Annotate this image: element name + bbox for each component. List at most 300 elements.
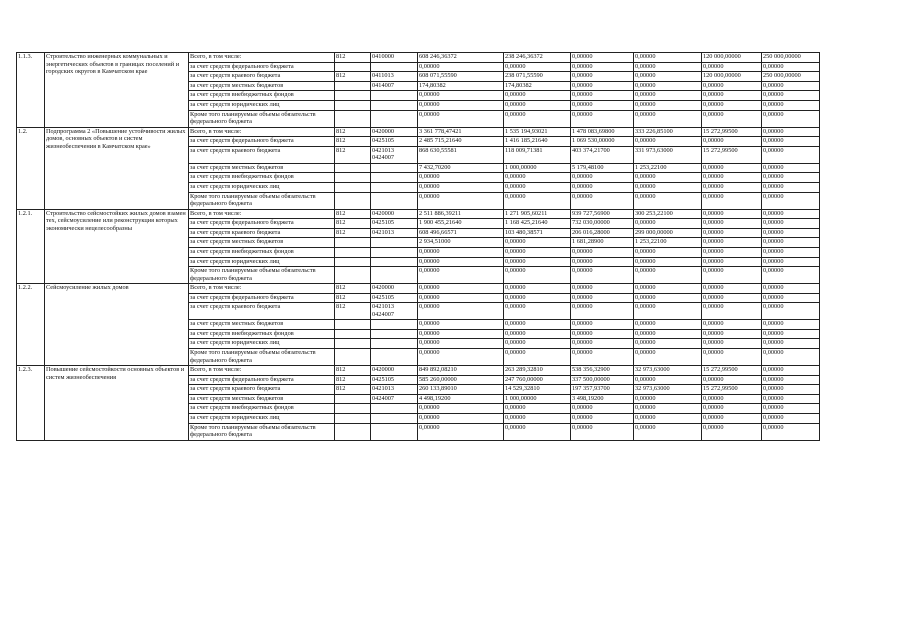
amount-cell: 0,00000	[702, 404, 762, 414]
amount-cell: 939 727,56900	[571, 209, 634, 219]
amount-cell: 0,00000	[634, 100, 702, 110]
amount-cell: 0,00000	[504, 62, 571, 72]
funding-source-label: за счет средств местных бюджетов	[189, 320, 335, 330]
ministry-code	[335, 349, 371, 366]
amount-cell: 0,00000	[571, 320, 634, 330]
amount-cell: 0,00000	[702, 110, 762, 127]
amount-cell: 32 973,63000	[634, 366, 702, 376]
amount-cell: 0,00000	[762, 366, 820, 376]
amount-cell: 0,00000	[504, 284, 571, 294]
table-row	[17, 127, 820, 137]
amount-cell: 0,00000	[702, 62, 762, 72]
amount-cell: 0,00000	[504, 303, 571, 320]
amount-cell: 250 000,00000	[762, 72, 820, 82]
amount-cell: 0,00000	[702, 163, 762, 173]
amount-cell: 0,00000	[571, 91, 634, 101]
amount-cell: 0,00000	[634, 247, 702, 257]
funding-source-label: за счет средств юридических лиц	[189, 100, 335, 110]
amount-cell: 608 071,55590	[418, 72, 504, 82]
amount-cell: 0,00000	[571, 339, 634, 349]
amount-cell: 0,00000	[634, 192, 702, 209]
amount-cell: 120 000,00000	[702, 53, 762, 63]
amount-cell: 238 246,36372	[504, 53, 571, 63]
ministry-code	[335, 91, 371, 101]
funding-source-label: за счет средств внебюджетных фондов	[189, 247, 335, 257]
amount-cell: 5 179,48100	[571, 163, 634, 173]
ministry-code: 812	[335, 366, 371, 376]
amount-cell: 0,00000	[634, 320, 702, 330]
amount-cell: 0,00000	[702, 247, 762, 257]
amount-cell: 0,00000	[762, 146, 820, 163]
amount-cell: 0,00000	[702, 81, 762, 91]
funding-source-label: Всего, в том числе:	[189, 53, 335, 63]
amount-cell: 0,00000	[634, 257, 702, 267]
funding-source-label: Всего, в том числе:	[189, 127, 335, 137]
amount-cell: 0,00000	[762, 303, 820, 320]
amount-cell: 2 511 886,39211	[418, 209, 504, 219]
funding-source-label: за счет средств федерального бюджета	[189, 375, 335, 385]
amount-cell: 0,00000	[504, 267, 571, 284]
amount-cell: 0,00000	[762, 404, 820, 414]
budget-code: 0421013	[371, 385, 418, 395]
amount-cell: 0,00000	[504, 320, 571, 330]
budget-code: 0424007	[371, 394, 418, 404]
ministry-code	[335, 339, 371, 349]
amount-cell: 1 478 083,69800	[571, 127, 634, 137]
amount-cell: 15 272,99500	[702, 366, 762, 376]
amount-cell: 0,00000	[504, 257, 571, 267]
amount-cell: 0,00000	[634, 414, 702, 424]
budget-code: 0421013	[371, 228, 418, 238]
funding-source-label: Всего, в том числе:	[189, 209, 335, 219]
amount-cell: 0,00000	[702, 303, 762, 320]
amount-cell: 0,00000	[702, 293, 762, 303]
ministry-code	[335, 182, 371, 192]
table-row	[17, 53, 820, 63]
funding-source-label: Кроме того планируемые объемы обязательств федерального бюджета	[189, 110, 335, 127]
amount-cell: 0,00000	[504, 414, 571, 424]
budget-code: 0421013 0424007	[371, 303, 418, 320]
budget-code: 0425105	[371, 293, 418, 303]
budget-code: 0420000	[371, 284, 418, 294]
amount-cell: 0,00000	[762, 247, 820, 257]
funding-source-label: за счет средств юридических лиц	[189, 414, 335, 424]
amount-cell: 0,00000	[762, 163, 820, 173]
budget-code	[371, 91, 418, 101]
funding-source-label: Всего, в том числе:	[189, 366, 335, 376]
ministry-code: 812	[335, 219, 371, 229]
funding-source-label: за счет средств местных бюджетов	[189, 81, 335, 91]
amount-cell: 0,00000	[762, 173, 820, 183]
funding-source-label: за счет средств юридических лиц	[189, 257, 335, 267]
funding-source-label: Всего, в том числе:	[189, 284, 335, 294]
amount-cell: 0,00000	[504, 192, 571, 209]
funding-source-label: за счет средств местных бюджетов	[189, 163, 335, 173]
amount-cell: 0,00000	[702, 414, 762, 424]
budget-code	[371, 173, 418, 183]
amount-cell: 0,00000	[702, 182, 762, 192]
budget-code	[371, 404, 418, 414]
amount-cell: 197 357,93700	[571, 385, 634, 395]
amount-cell: 0,00000	[762, 257, 820, 267]
budget-code: 0425105	[371, 219, 418, 229]
amount-cell: 0,00000	[702, 173, 762, 183]
amount-cell: 238 071,55590	[504, 72, 571, 82]
amount-cell: 538 356,32900	[571, 366, 634, 376]
amount-cell: 0,00000	[702, 209, 762, 219]
amount-cell: 0,00000	[634, 339, 702, 349]
amount-cell: 0,00000	[418, 100, 504, 110]
funding-source-label: за счет средств юридических лиц	[189, 182, 335, 192]
amount-cell: 32 973,63000	[634, 385, 702, 395]
funding-source-label: Кроме того планируемые объемы обязательств федерального бюджета	[189, 423, 335, 440]
amount-cell: 1 416 185,21640	[504, 137, 571, 147]
amount-cell: 0,00000	[571, 81, 634, 91]
amount-cell: 608 496,66571	[418, 228, 504, 238]
ministry-code: 812	[335, 303, 371, 320]
ministry-code	[335, 110, 371, 127]
funding-source-label: Кроме того планируемые объемы обязательств федерального бюджета	[189, 267, 335, 284]
budget-code	[371, 414, 418, 424]
amount-cell: 0,00000	[571, 414, 634, 424]
amount-cell: 0,00000	[504, 423, 571, 440]
amount-cell: 868 630,55581	[418, 146, 504, 163]
amount-cell: 0,00000	[634, 219, 702, 229]
budget-code	[371, 163, 418, 173]
ministry-code: 812	[335, 72, 371, 82]
ministry-code	[335, 163, 371, 173]
amount-cell: 263 289,32810	[504, 366, 571, 376]
amount-cell: 1 000,00000	[504, 163, 571, 173]
amount-cell: 0,00000	[762, 182, 820, 192]
amount-cell: 0,00000	[418, 329, 504, 339]
budget-code	[371, 238, 418, 248]
section-number: 1.2.3.	[17, 366, 45, 441]
funding-source-label: за счет средств внебюджетных фондов	[189, 173, 335, 183]
ministry-code	[335, 257, 371, 267]
budget-code: 0420000	[371, 127, 418, 137]
amount-cell: 0,00000	[418, 173, 504, 183]
section-number: 1.2.2.	[17, 284, 45, 366]
amount-cell: 0,00000	[418, 339, 504, 349]
amount-cell: 0,00000	[418, 303, 504, 320]
amount-cell: 0,00000	[702, 192, 762, 209]
amount-cell: 0,00000	[634, 110, 702, 127]
amount-cell: 732 030,00000	[571, 219, 634, 229]
budget-code	[371, 62, 418, 72]
amount-cell: 0,00000	[634, 267, 702, 284]
funding-source-label: за счет средств внебюджетных фондов	[189, 404, 335, 414]
amount-cell: 0,00000	[571, 284, 634, 294]
amount-cell: 0,00000	[762, 100, 820, 110]
amount-cell: 0,00000	[702, 423, 762, 440]
amount-cell: 0,00000	[504, 100, 571, 110]
amount-cell: 0,00000	[762, 423, 820, 440]
funding-source-label: за счет средств федерального бюджета	[189, 137, 335, 147]
amount-cell: 0,00000	[762, 209, 820, 219]
amount-cell: 0,00000	[571, 247, 634, 257]
amount-cell: 337 500,00000	[571, 375, 634, 385]
ministry-code	[335, 238, 371, 248]
amount-cell: 0,00000	[504, 173, 571, 183]
amount-cell: 0,00000	[702, 320, 762, 330]
budget-code: 0420000	[371, 366, 418, 376]
budget-code: 0420000	[371, 209, 418, 219]
amount-cell: 0,00000	[762, 284, 820, 294]
amount-cell: 3 361 778,47421	[418, 127, 504, 137]
amount-cell: 0,00000	[634, 329, 702, 339]
amount-cell: 0,00000	[762, 320, 820, 330]
amount-cell: 0,00000	[762, 192, 820, 209]
amount-cell: 2 485 715,21640	[418, 137, 504, 147]
ministry-code	[335, 100, 371, 110]
section-title: Сейсмоусиление жилых домов	[45, 284, 189, 366]
ministry-code: 812	[335, 53, 371, 63]
amount-cell: 0,00000	[634, 293, 702, 303]
amount-cell: 0,00000	[762, 137, 820, 147]
amount-cell: 0,00000	[762, 375, 820, 385]
amount-cell: 103 480,38571	[504, 228, 571, 238]
amount-cell: 0,00000	[762, 91, 820, 101]
amount-cell: 0,00000	[571, 72, 634, 82]
amount-cell: 2 934,51000	[418, 238, 504, 248]
amount-cell: 0,00000	[634, 91, 702, 101]
amount-cell: 0,00000	[634, 182, 702, 192]
amount-cell: 0,00000	[418, 293, 504, 303]
amount-cell: 0,00000	[634, 375, 702, 385]
amount-cell: 0,00000	[418, 414, 504, 424]
amount-cell: 0,00000	[571, 423, 634, 440]
amount-cell: 299 000,00000	[634, 228, 702, 238]
amount-cell: 14 529,32810	[504, 385, 571, 395]
ministry-code: 812	[335, 146, 371, 163]
amount-cell: 1 253,22100	[634, 163, 702, 173]
amount-cell: 0,00000	[418, 247, 504, 257]
amount-cell: 0,00000	[702, 284, 762, 294]
amount-cell: 0,00000	[571, 182, 634, 192]
budget-code	[371, 100, 418, 110]
funding-source-label: за счет средств краевого бюджета	[189, 146, 335, 163]
funding-source-label: за счет средств юридических лиц	[189, 339, 335, 349]
amount-cell: 1 253,22100	[634, 238, 702, 248]
funding-source-label: за счет средств федерального бюджета	[189, 62, 335, 72]
amount-cell: 0,00000	[702, 228, 762, 238]
ministry-code: 812	[335, 293, 371, 303]
table-row	[17, 209, 820, 219]
amount-cell: 0,00000	[418, 62, 504, 72]
ministry-code: 812	[335, 385, 371, 395]
amount-cell: 174,80382	[504, 81, 571, 91]
amount-cell: 0,00000	[762, 385, 820, 395]
amount-cell: 0,00000	[762, 414, 820, 424]
amount-cell: 300 253,22100	[634, 209, 702, 219]
amount-cell: 0,00000	[504, 329, 571, 339]
ministry-code	[335, 81, 371, 91]
amount-cell: 0,00000	[762, 127, 820, 137]
amount-cell: 0,00000	[418, 182, 504, 192]
amount-cell: 118 009,71381	[504, 146, 571, 163]
funding-source-label: за счет средств федерального бюджета	[189, 293, 335, 303]
amount-cell: 0,00000	[571, 110, 634, 127]
amount-cell: 1 271 905,60211	[504, 209, 571, 219]
amount-cell: 331 973,63000	[634, 146, 702, 163]
amount-cell: 0,00000	[634, 72, 702, 82]
amount-cell: 0,00000	[504, 339, 571, 349]
amount-cell: 0,00000	[702, 91, 762, 101]
amount-cell: 7 432,70200	[418, 163, 504, 173]
ministry-code	[335, 423, 371, 440]
amount-cell: 1 168 425,21640	[504, 219, 571, 229]
amount-cell: 3 498,19200	[571, 394, 634, 404]
amount-cell: 0,00000	[762, 62, 820, 72]
budget-code: 0411013	[371, 72, 418, 82]
amount-cell: 0,00000	[634, 303, 702, 320]
amount-cell: 174,80382	[418, 81, 504, 91]
amount-cell: 0,00000	[571, 53, 634, 63]
amount-cell: 0,00000	[634, 62, 702, 72]
amount-cell: 0,00000	[702, 375, 762, 385]
budget-code	[371, 257, 418, 267]
funding-source-label: за счет средств федерального бюджета	[189, 219, 335, 229]
ministry-code: 812	[335, 284, 371, 294]
amount-cell: 585 260,00000	[418, 375, 504, 385]
amount-cell: 0,00000	[762, 349, 820, 366]
ministry-code: 812	[335, 209, 371, 219]
budget-code	[371, 329, 418, 339]
section-number: 1.2.1.	[17, 209, 45, 284]
amount-cell: 0,00000	[504, 293, 571, 303]
amount-cell: 0,00000	[571, 257, 634, 267]
funding-source-label: Кроме того планируемые объемы обязательств федерального бюджета	[189, 192, 335, 209]
amount-cell: 0,00000	[762, 238, 820, 248]
ministry-code	[335, 247, 371, 257]
section-title: Строительство инженерных коммунальных и энергетических объектов в границах поселений и городских округов в Камчатском крае	[45, 53, 189, 128]
amount-cell: 0,00000	[702, 349, 762, 366]
amount-cell: 0,00000	[702, 394, 762, 404]
amount-cell: 0,00000	[702, 100, 762, 110]
funding-source-label: за счет средств внебюджетных фондов	[189, 91, 335, 101]
amount-cell: 0,00000	[571, 173, 634, 183]
amount-cell: 0,00000	[571, 267, 634, 284]
amount-cell: 0,00000	[762, 110, 820, 127]
amount-cell: 0,00000	[702, 238, 762, 248]
amount-cell: 0,00000	[702, 267, 762, 284]
budget-code	[371, 423, 418, 440]
amount-cell: 0,00000	[762, 219, 820, 229]
table-row	[17, 366, 820, 376]
amount-cell: 1 535 194,93021	[504, 127, 571, 137]
funding-source-label: за счет средств краевого бюджета	[189, 303, 335, 320]
amount-cell: 0,00000	[702, 339, 762, 349]
funding-source-label: за счет средств местных бюджетов	[189, 238, 335, 248]
amount-cell: 1 681,28900	[571, 238, 634, 248]
amount-cell: 0,00000	[571, 192, 634, 209]
table-row	[17, 284, 820, 294]
budget-code: 0425105	[371, 375, 418, 385]
amount-cell: 849 892,08210	[418, 366, 504, 376]
amount-cell: 250 000,00000	[762, 53, 820, 63]
amount-cell: 260 133,89010	[418, 385, 504, 395]
budget-sheet	[16, 52, 820, 441]
ministry-code: 812	[335, 228, 371, 238]
amount-cell: 0,00000	[634, 423, 702, 440]
amount-cell: 0,00000	[634, 349, 702, 366]
amount-cell: 403 374,21700	[571, 146, 634, 163]
ministry-code	[335, 173, 371, 183]
budget-code	[371, 182, 418, 192]
ministry-code: 812	[335, 375, 371, 385]
funding-source-label: за счет средств краевого бюджета	[189, 228, 335, 238]
amount-cell: 0,00000	[634, 394, 702, 404]
amount-cell: 15 272,99500	[702, 146, 762, 163]
section-title: Повышение сейсмостойкости основных объектов и систем жизнеобеспечения	[45, 366, 189, 441]
budget-code	[371, 349, 418, 366]
amount-cell: 0,00000	[762, 81, 820, 91]
amount-cell: 15 272,99500	[702, 385, 762, 395]
ministry-code: 812	[335, 137, 371, 147]
budget-code	[371, 192, 418, 209]
amount-cell: 0,00000	[634, 137, 702, 147]
amount-cell: 0,00000	[762, 329, 820, 339]
amount-cell: 0,00000	[504, 238, 571, 248]
funding-source-label: за счет средств краевого бюджета	[189, 385, 335, 395]
amount-cell: 0,00000	[702, 257, 762, 267]
amount-cell: 0,00000	[634, 173, 702, 183]
amount-cell: 0,00000	[418, 349, 504, 366]
ministry-code	[335, 62, 371, 72]
amount-cell: 0,00000	[571, 404, 634, 414]
amount-cell: 0,00000	[418, 284, 504, 294]
section-title: Подпрограмма 2 «Повышение устойчивости жилых домов, основных объектов и систем жизнеобеспечения в Камчатском крае»	[45, 127, 189, 209]
amount-cell: 247 760,00000	[504, 375, 571, 385]
amount-cell: 0,00000	[634, 284, 702, 294]
amount-cell: 0,00000	[418, 267, 504, 284]
funding-source-label: Кроме того планируемые объемы обязательств федерального бюджета	[189, 349, 335, 366]
budget-code: 0421013 0424007	[371, 146, 418, 163]
budget-code	[371, 110, 418, 127]
amount-cell: 1 900 455,21640	[418, 219, 504, 229]
amount-cell: 0,00000	[418, 404, 504, 414]
amount-cell: 0,00000	[762, 339, 820, 349]
amount-cell: 0,00000	[504, 247, 571, 257]
budget-code: 0410000	[371, 53, 418, 63]
amount-cell: 0,00000	[762, 293, 820, 303]
amount-cell: 0,00000	[702, 329, 762, 339]
amount-cell: 0,00000	[634, 53, 702, 63]
amount-cell: 0,00000	[571, 62, 634, 72]
amount-cell: 0,00000	[418, 91, 504, 101]
amount-cell: 0,00000	[702, 219, 762, 229]
budget-code	[371, 320, 418, 330]
amount-cell: 0,00000	[504, 404, 571, 414]
ministry-code: 812	[335, 127, 371, 137]
funding-source-label: за счет средств внебюджетных фондов	[189, 329, 335, 339]
budget-code: 0425105	[371, 137, 418, 147]
section-number: 1.1.3.	[17, 53, 45, 128]
ministry-code	[335, 320, 371, 330]
amount-cell: 0,00000	[762, 267, 820, 284]
ministry-code	[335, 414, 371, 424]
amount-cell: 0,00000	[571, 293, 634, 303]
amount-cell: 0,00000	[504, 110, 571, 127]
amount-cell: 120 000,00000	[702, 72, 762, 82]
amount-cell: 0,00000	[504, 91, 571, 101]
amount-cell: 1 000,00000	[504, 394, 571, 404]
amount-cell: 0,00000	[571, 329, 634, 339]
section-number: 1.2.	[17, 127, 45, 209]
ministry-code	[335, 394, 371, 404]
budget-code	[371, 267, 418, 284]
